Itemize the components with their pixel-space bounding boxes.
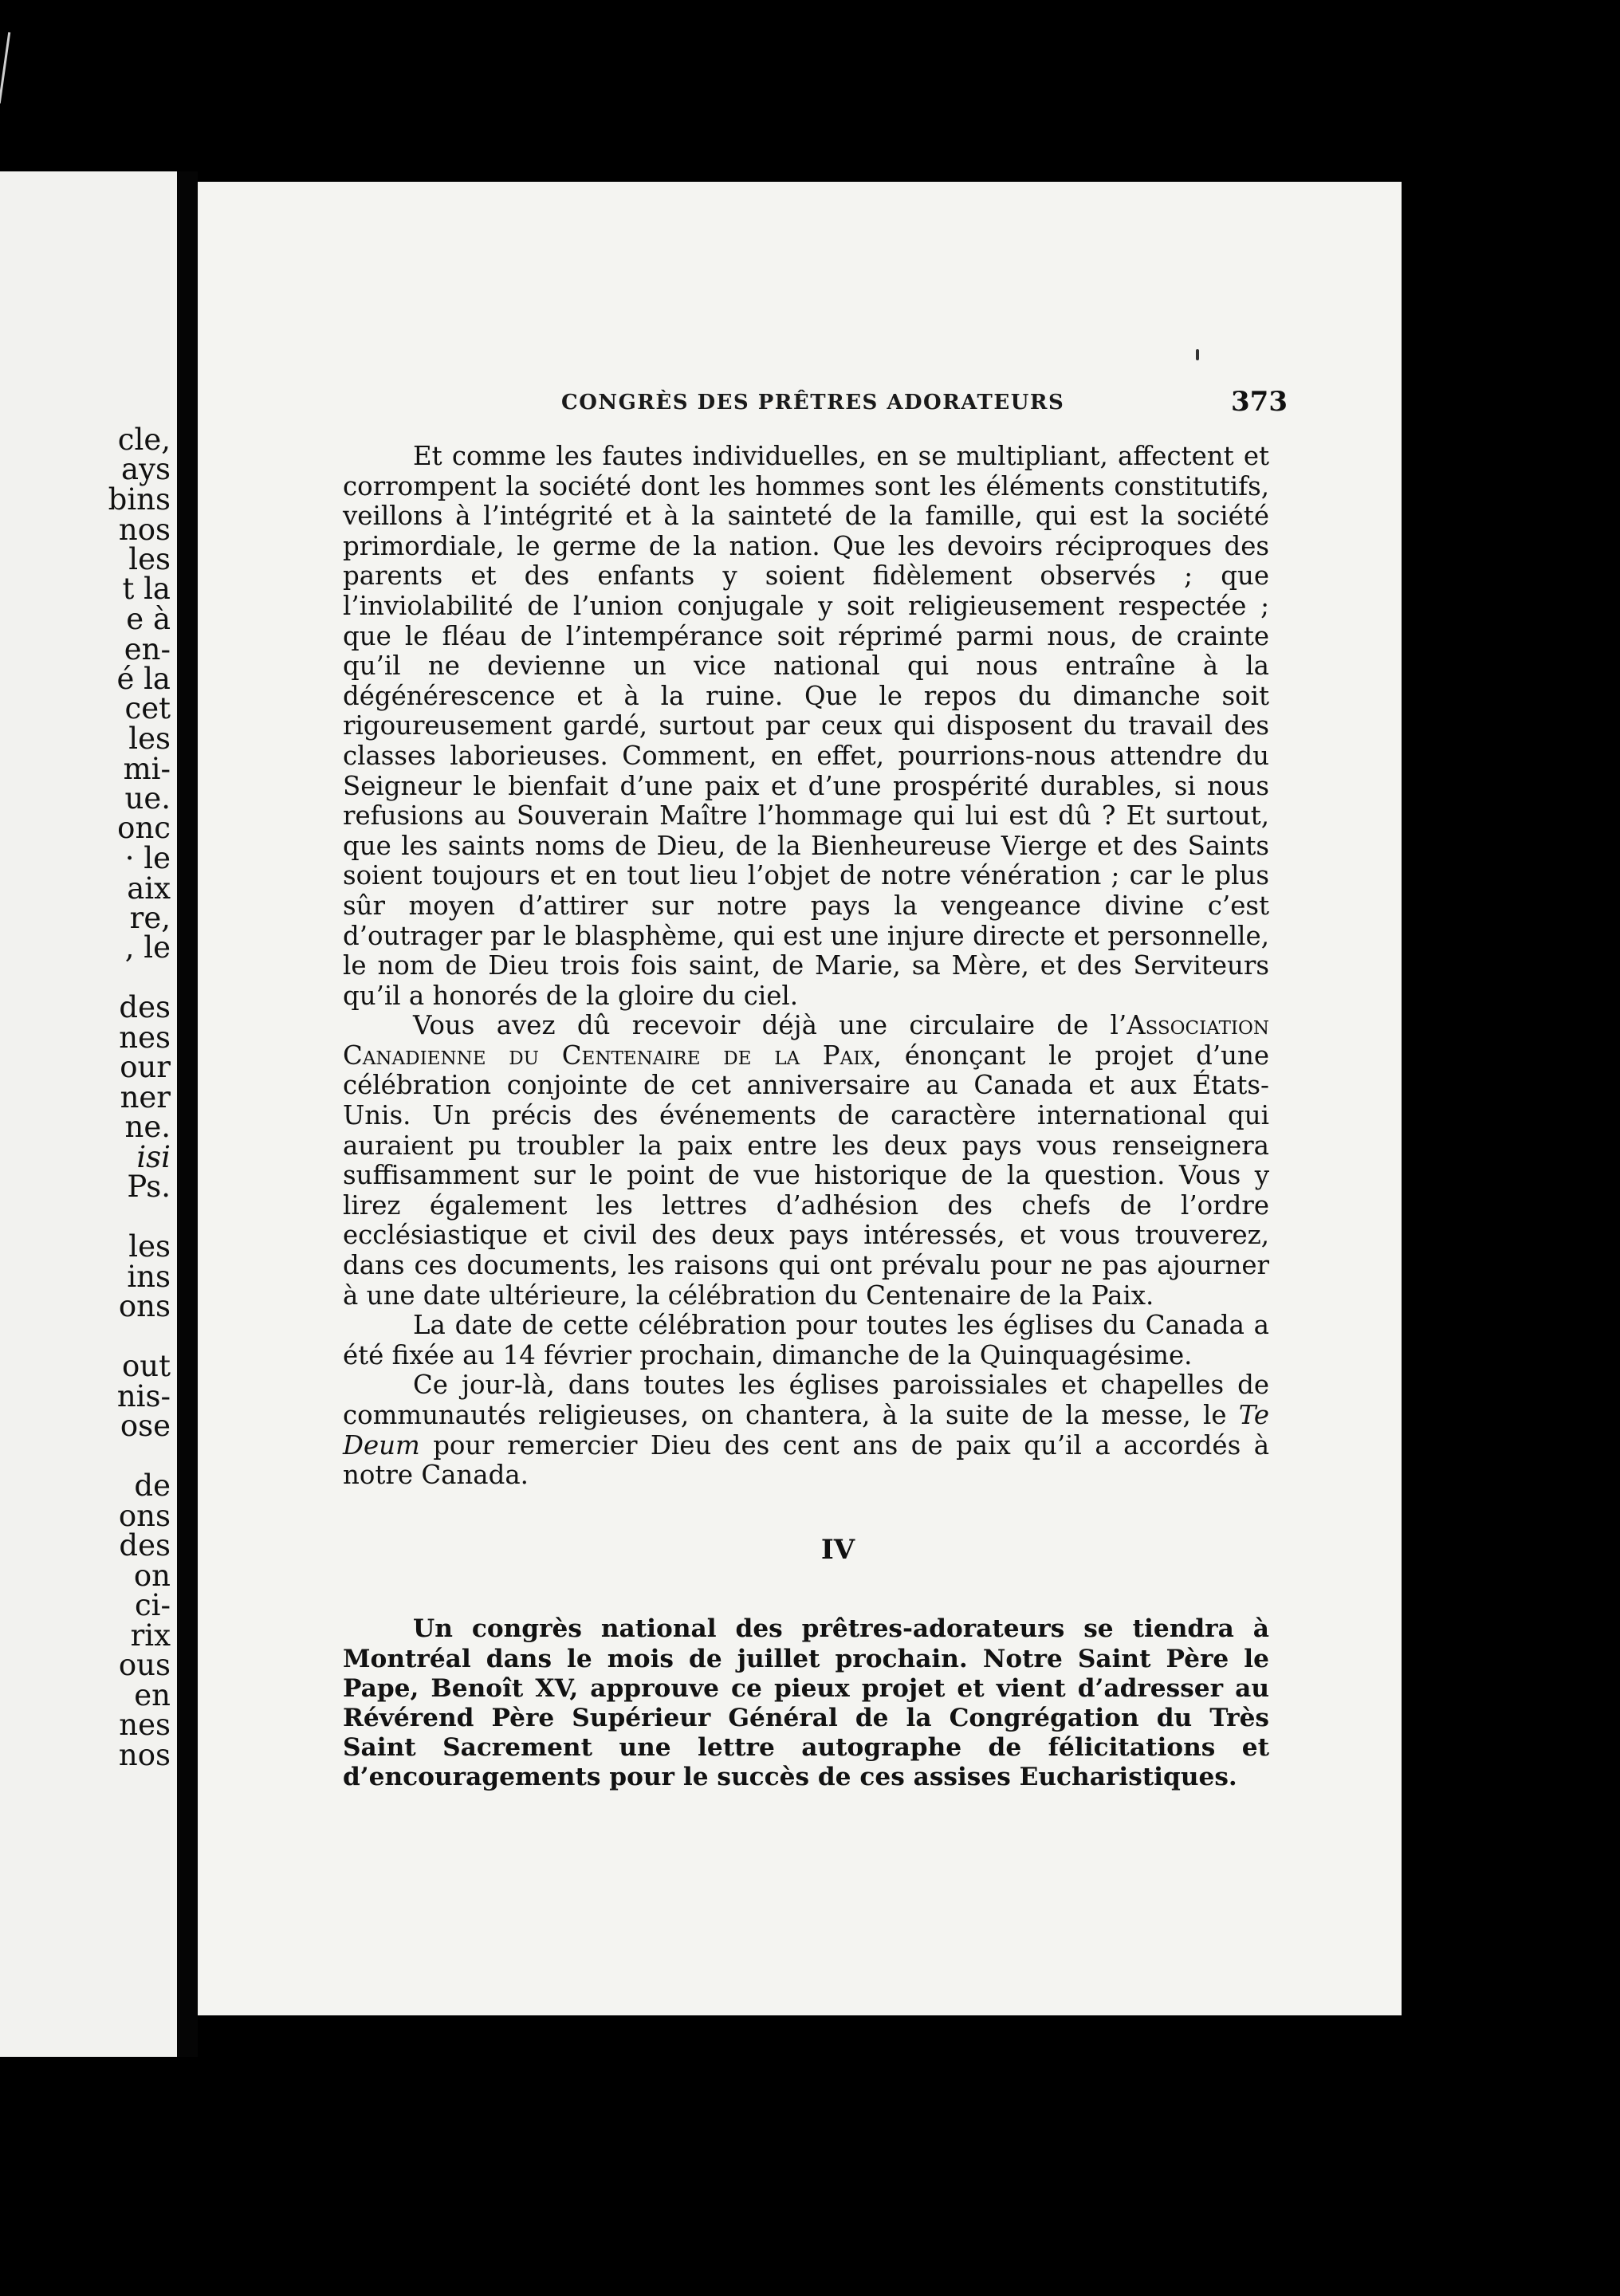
left-page-fragment-line: on: [133, 1559, 171, 1593]
left-page-fragment-line: ays: [121, 452, 171, 486]
left-page-fragment-line: mi-: [123, 752, 171, 786]
right-page: [198, 182, 1402, 2015]
left-page-fragment-line: t la: [122, 572, 171, 606]
left-page-fragment-line: onc: [117, 811, 171, 845]
paragraph-text: Un congrès national des prêtres-adorateurs se tiendra à Montréal dans le mois de juillet prochain. Notre Saint Père le Pape, Benoît XV, approuve ce pieux projet et vient d’adresser au Révérend Père Supérieur Général de la Congrégation du Très Saint Sacrement une lettre autographe de félicitations et d’encouragements pour le succès de ces assises Eucharistiques.: [343, 1614, 1269, 1792]
left-page-fragment-line: les: [128, 721, 171, 756]
left-page-fragment-line: les: [128, 1229, 171, 1264]
left-page-fragment-line: nos: [118, 1738, 171, 1772]
left-page-fragment-line: , le: [124, 930, 171, 965]
left-page-fragment-line: bins: [108, 482, 171, 517]
left-page-fragment-line: cle,: [117, 423, 171, 457]
page-number: 373: [1231, 386, 1288, 418]
left-page-fragment-line: en: [134, 1678, 171, 1712]
left-page-fragment-line: de: [134, 1468, 171, 1503]
paragraph-text: pour remercier Dieu des cent ans de paix qu’il a accordés à notre Canada.: [343, 1429, 1269, 1491]
page-gutter: [177, 171, 198, 2057]
left-page-fragment-line: ins: [127, 1260, 171, 1294]
paragraph: [343, 1370, 1269, 1490]
paragraph-text: Vous avez dû recevoir déjà une circulaire de l’: [413, 1010, 1127, 1041]
left-page-fragment-line: out: [122, 1349, 171, 1383]
page-header: [198, 386, 1402, 423]
left-page-fragment-line: rix: [130, 1618, 171, 1653]
left-page-fragment-line: ons: [118, 1499, 171, 1533]
italic-term: Te Deum: [343, 1400, 1269, 1461]
left-page-fragment-line: nos: [118, 513, 171, 547]
paragraph: [343, 1311, 1269, 1370]
left-page-fragment-line: ner: [120, 1080, 171, 1115]
left-page-fragment-line: aix: [127, 871, 171, 906]
running-head: CONGRÈS DES PRÊTRES ADORATEURS: [561, 391, 1065, 415]
left-page-fragment-line: · le: [124, 841, 171, 875]
left-page-fragment-line: des: [119, 990, 171, 1024]
association-name: Association Canadienne du Centenaire de la Paix: [343, 1010, 1269, 1071]
left-page-fragment-line: ons: [118, 1289, 171, 1323]
left-page-fragment-line: ose: [120, 1409, 171, 1443]
paragraph-text: La date de cette célébration pour toutes les églises du Canada a été fixée au 14 février prochain, dimanche de la Quinquagésime.: [343, 1310, 1269, 1370]
left-page-fragment-line: les: [128, 542, 171, 576]
left-page-fragment-line: en-: [124, 632, 171, 666]
paragraph: [343, 1011, 1269, 1311]
left-page-fragment-line: des: [119, 1528, 171, 1563]
paragraph: [343, 1614, 1269, 1792]
paragraph-text: , énonçant le projet d’une célébration conjointe de cet anniversaire au Canada et aux États-Unis. Un précis des événements de caractère international qui auraient pu troubler la paix entre les deux pays vous renseignera suffisamment sur le point de vue historique de la question. Vous y lirez également les lettres d’adhésion des chefs de l’ordre ecclésiastique et civil des deux pays intéressés, et vous trouverez, dans ces documents, les raisons qui ont prévalu pour ne pas ajourner à une date ultérieure, la célébration du Centenaire de la Paix.: [343, 1040, 1269, 1311]
left-page-fragment-line: isi: [136, 1140, 171, 1174]
paragraph-text: Ce jour-là, dans toutes les églises paroissiales et chapelles de communautés religieuses, on chantera, à la suite de la messe, le: [343, 1370, 1269, 1430]
left-page-fragment-line: ue.: [124, 781, 171, 816]
paragraph-text: Et comme les fautes individuelles, en se multipliant, affectent et corrompent la société dont les hommes sont les éléments constitutifs, veillons à l’intégrité et à la sainteté de la famille, qui est la société primordiale, le germe de la nation. Que les devoirs réciproques des parents et des enfants y soient fidèlement observés ; que l’inviolabilité de l’union conjugale y soit religieusement respectée ; que le fléau de l’intempérance soit réprimé parmi nous, de crainte qu’il ne devienne un vice national qui nous entraîne à la dégénérescence et à la ruine. Que le repos du dimanche soit rigoureusement gardé, surtout par ceux qui disposent du travail des classes laborieuses. Comment, en effet, pourrions-nous attendre du Seigneur le bienfait d’une paix et d’une prospérité durables, si nous refusions au Souverain Maître l’hommage qui lui est dû ? Et surtout, que les saints noms de Dieu, de la Bienheureuse Vierge et des Saints soient toujours et en tout lieu l’objet de notre vénération ; car le plus sûr moyen d’attirer sur notre pays la vengeance divine c’est d’outrager par le blasphème, qui est une injure directe et personnelle, le nom de Dieu trois fois saint, de Marie, sa Mère, et des Serviteurs qu’il a honorés de la gloire du ciel.: [343, 441, 1269, 1011]
left-page-fragment-line: cet: [124, 691, 171, 725]
left-page-fragment-line: ci-: [134, 1588, 171, 1622]
left-page-fragment-line: nes: [119, 1708, 171, 1742]
left-page-fragment-line: é la: [116, 662, 171, 696]
film-scratch: [0, 32, 10, 104]
left-page-fragment-line: Ps.: [127, 1170, 171, 1204]
left-page-fragment-line: nes: [119, 1020, 171, 1055]
left-page-fragment-line: ne.: [124, 1110, 171, 1144]
section-heading: IV: [820, 1533, 855, 1566]
left-page-fragment-line: our: [120, 1050, 171, 1084]
left-page-fragment-line: re,: [129, 901, 171, 935]
left-page-fragment: [0, 171, 177, 2057]
left-page-fragment-line: ous: [118, 1648, 171, 1682]
paragraph: [343, 442, 1269, 1011]
body-text: [343, 442, 1269, 1793]
left-page-fragment-line: nis-: [116, 1379, 171, 1413]
speck-mark: [1196, 349, 1199, 360]
left-page-fragment-line: e à: [126, 602, 171, 636]
